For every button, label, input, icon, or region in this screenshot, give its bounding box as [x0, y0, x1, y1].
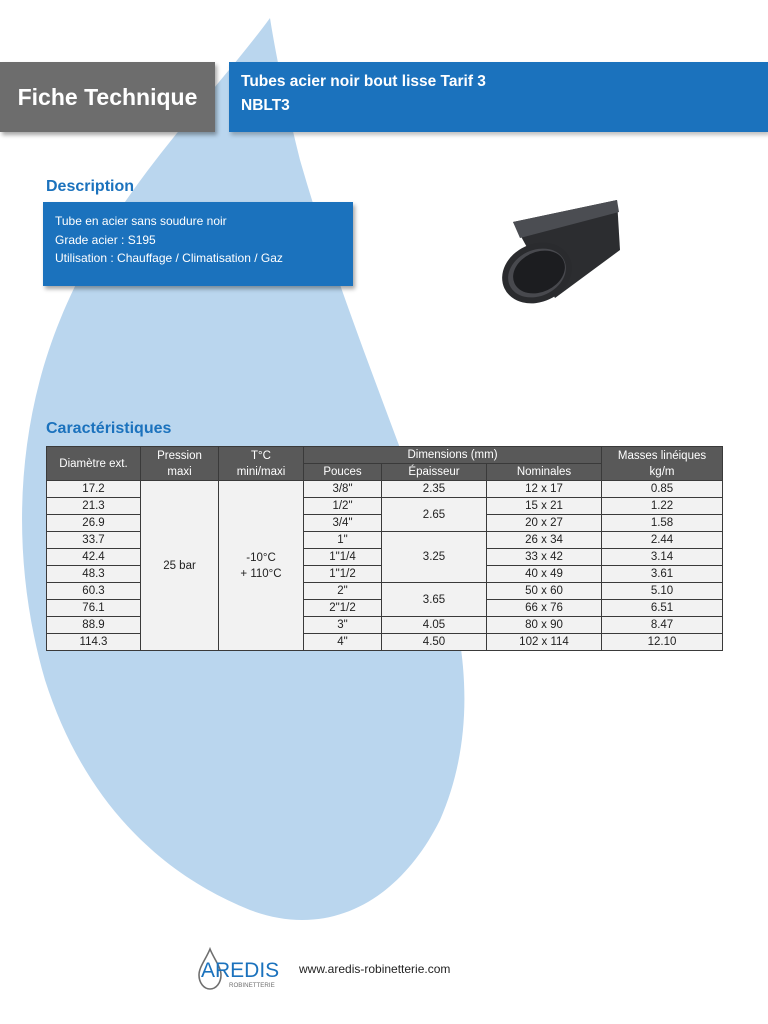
inches-cell: 3/4" — [304, 515, 382, 532]
column-header-diameter: Diamètre ext. — [47, 447, 141, 481]
page-title: Fiche Technique — [17, 83, 198, 110]
nominal-cell: 12 x 17 — [487, 481, 602, 498]
mass-cell: 1.58 — [602, 515, 723, 532]
diameter-cell: 42.4 — [47, 549, 141, 566]
nominal-cell: 102 x 114 — [487, 634, 602, 651]
characteristics-heading: Caractéristiques — [46, 420, 172, 437]
fiche-technique-banner — [0, 62, 215, 132]
column-header-nominal: Nominales — [487, 464, 602, 481]
diameter-cell: 26.9 — [47, 515, 141, 532]
mass-cell: 2.44 — [602, 532, 723, 549]
column-header-temperature: T°C mini/maxi — [219, 447, 304, 481]
diameter-cell: 21.3 — [47, 498, 141, 515]
nominal-cell: 33 x 42 — [487, 549, 602, 566]
diameter-cell: 88.9 — [47, 617, 141, 634]
diameter-cell: 17.2 — [47, 481, 141, 498]
aredis-logo — [196, 945, 292, 993]
diameter-cell: 33.7 — [47, 532, 141, 549]
thickness-cell: 3.65 — [382, 583, 487, 617]
diameter-cell: 48.3 — [47, 566, 141, 583]
mass-cell: 5.10 — [602, 583, 723, 600]
column-header-pressure: Pression maxi — [141, 447, 219, 481]
inches-cell: 1/2" — [304, 498, 382, 515]
mass-cell: 0.85 — [602, 481, 723, 498]
inches-cell: 1"1/2 — [304, 566, 382, 583]
nominal-cell: 15 x 21 — [487, 498, 602, 515]
column-header-dimensions: Dimensions (mm) — [304, 447, 602, 464]
inches-cell: 3" — [304, 617, 382, 634]
thickness-cell: 2.65 — [382, 498, 487, 532]
nominal-cell: 66 x 76 — [487, 600, 602, 617]
nominal-cell: 20 x 27 — [487, 515, 602, 532]
nominal-cell: 26 x 34 — [487, 532, 602, 549]
product-reference: NBLT3 — [241, 97, 290, 114]
thickness-cell: 4.50 — [382, 634, 487, 651]
thickness-cell: 2.35 — [382, 481, 487, 498]
thickness-cell: 3.25 — [382, 532, 487, 583]
table-row — [47, 481, 723, 498]
diameter-cell: 60.3 — [47, 583, 141, 600]
product-title: Tubes acier noir bout lisse Tarif 3 — [241, 73, 486, 90]
column-header-mass: Masses linéiques kg/m — [602, 447, 723, 481]
steel-tube-image — [465, 180, 640, 345]
description-line: Utilisation : Chauffage / Climatisation / Gaz — [55, 251, 283, 265]
product-title-banner — [229, 62, 768, 132]
nominal-cell: 40 x 49 — [487, 566, 602, 583]
description-heading: Description — [46, 178, 135, 195]
column-header-inches: Pouces — [304, 464, 382, 481]
inches-cell: 4" — [304, 634, 382, 651]
description-box — [43, 202, 353, 286]
nominal-cell: 50 x 60 — [487, 583, 602, 600]
inches-cell: 1"1/4 — [304, 549, 382, 566]
inches-cell: 2" — [304, 583, 382, 600]
temperature-cell: -10°C + 110°C — [219, 481, 304, 651]
nominal-cell: 80 x 90 — [487, 617, 602, 634]
pressure-cell: 25 bar — [141, 481, 219, 651]
column-header-thickness: Épaisseur — [382, 464, 487, 481]
mass-cell: 12.10 — [602, 634, 723, 651]
website-url[interactable]: www.aredis-robinetterie.com — [299, 962, 451, 976]
mass-cell: 8.47 — [602, 617, 723, 634]
mass-cell: 3.14 — [602, 549, 723, 566]
inches-cell: 3/8" — [304, 481, 382, 498]
inches-cell: 1" — [304, 532, 382, 549]
description-line: Grade acier : S195 — [55, 232, 156, 247]
diameter-cell: 114.3 — [47, 634, 141, 651]
description-line: Tube en acier sans soudure noir — [55, 214, 227, 228]
characteristics-table — [46, 446, 723, 651]
logo-wordmark: AREDIS — [201, 959, 280, 982]
mass-cell: 6.51 — [602, 600, 723, 617]
logo-subtext: ROBINETTERIE — [229, 982, 275, 989]
mass-cell: 3.61 — [602, 566, 723, 583]
thickness-cell: 4.05 — [382, 617, 487, 634]
inches-cell: 2"1/2 — [304, 600, 382, 617]
mass-cell: 1.22 — [602, 498, 723, 515]
diameter-cell: 76.1 — [47, 600, 141, 617]
